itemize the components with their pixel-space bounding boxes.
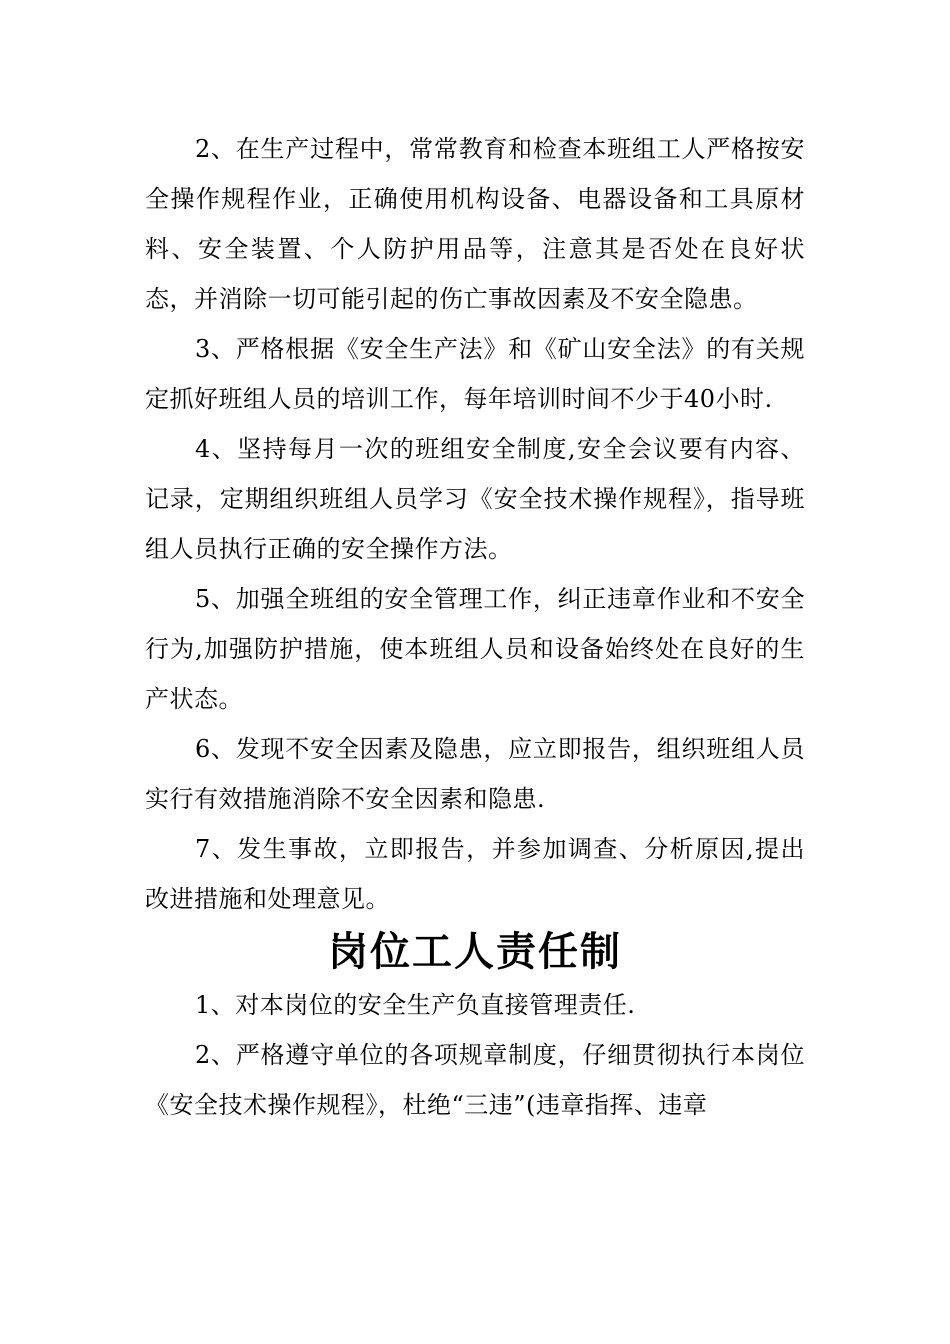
worker-duty-item-2: 2、严格遵守单位的各项规章制度，仔细贯彻执行本岗位《安全技术操作规程》，杜绝“三违”(违章指挥、违章 (145, 1041, 805, 1119)
paragraph-item-3: 3、严格根据《安全生产法》和《矿山安全法》的有关规定抓好班组人员的培训工作，每年培训时间不少于40小时. (145, 335, 805, 413)
paragraph-item-7: 7、发生事故，立即报告，并参加调查、分析原因,提出改进措施和处理意见。 (145, 835, 805, 913)
worker-duty-item-1: 1、对本岗位的安全生产负直接管理责任. (195, 991, 636, 1019)
paragraph-item-2: 2、在生产过程中，常常教育和检查本班组工人严格按安全操作规程作业，正确使用机构设备、电器设备和工具原材料、安全装置、个人防护用品等，注意其是否处在良好状态，并消除一切可能引起的伤亡事故因素及不安全隐患。 (145, 135, 805, 313)
document-body (145, 124, 805, 1130)
section-title: 岗位工人责任制 (328, 929, 622, 975)
paragraph-item-6: 6、发现不安全因素及隐患，应立即报告，组织班组人员实行有效措施消除不安全因素和隐患. (145, 735, 805, 813)
paragraph-item-4: 4、坚持每月一次的班组安全制度,安全会议要有内容、记录，定期组织班组人员学习《安全技术操作规程》，指导班组人员执行正确的安全操作方法。 (145, 435, 805, 563)
paragraph-item-5: 5、加强全班组的安全管理工作，纠正违章作业和不安全行为,加强防护措施，使本班组人员和设备始终处在良好的生产状态。 (145, 585, 805, 713)
